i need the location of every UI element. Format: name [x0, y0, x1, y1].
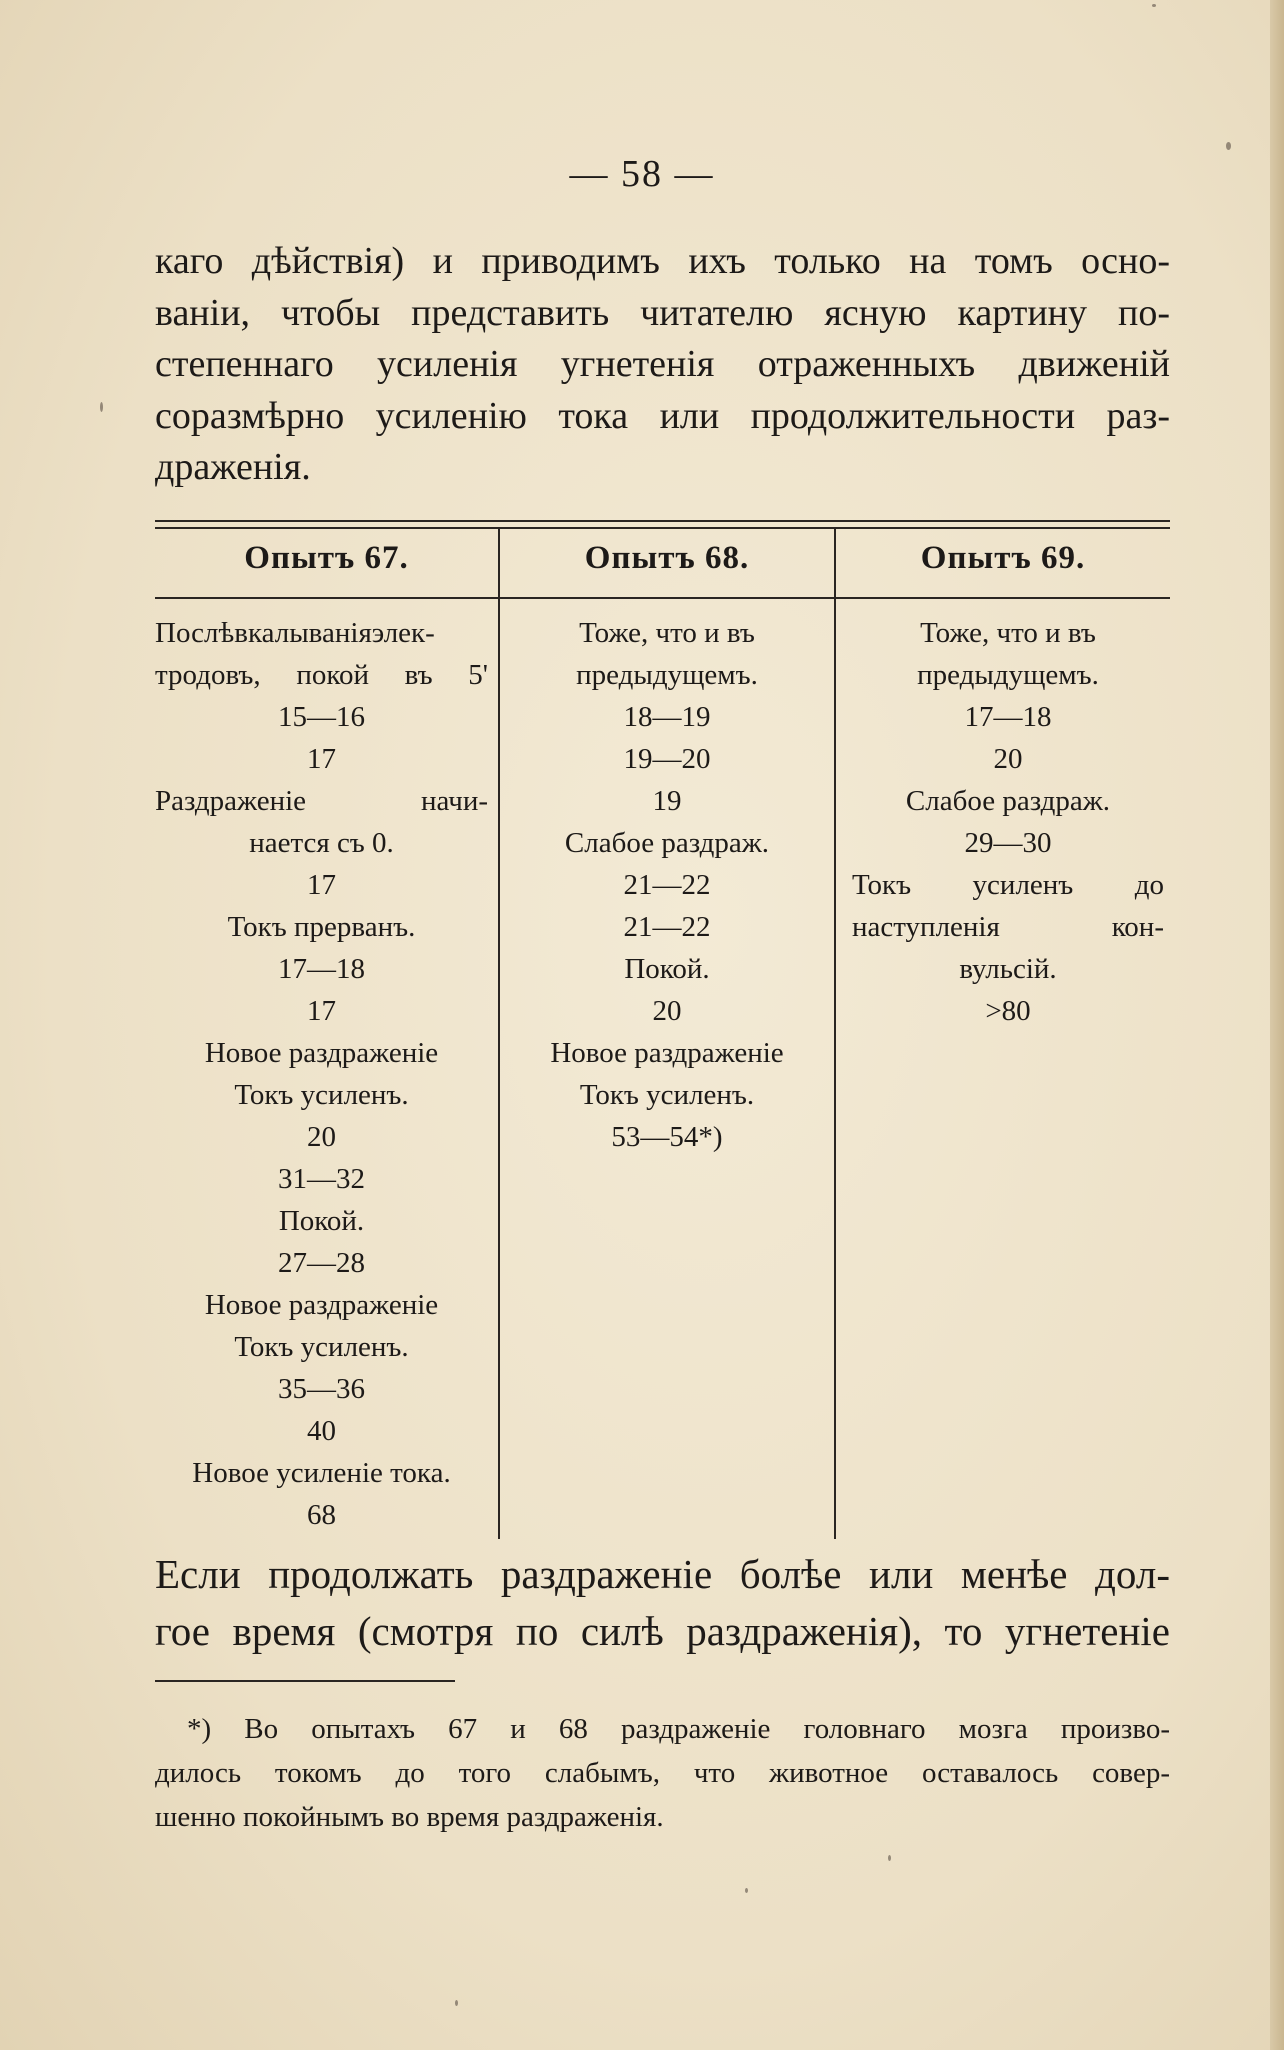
footnote-line: шенно покойнымъ во время раздраженія. [155, 1801, 664, 1833]
page-number: — 58 — [569, 153, 715, 195]
table-cell: Слабое раздраж. [564, 827, 770, 859]
table-cell: 20 [993, 743, 1023, 775]
column-divider [498, 527, 500, 1539]
table-cell: 18—19 [623, 701, 711, 733]
table-cell: 20 [652, 995, 682, 1027]
table-cell: 21—22 [623, 911, 711, 943]
table-cell: Токъ усиленъ. [234, 1331, 409, 1363]
table-cell: Слабое раздраж. [905, 785, 1111, 817]
table-cell: 17 [307, 869, 336, 901]
column-header: Опытъ 68. [584, 540, 750, 576]
table-top-rule [155, 520, 1170, 522]
table-cell: Новое раздраженіе [550, 1037, 784, 1069]
footnote-line: *) Во опытахъ 67 и 68 раздраженіе головнаго мозга произво- [187, 1713, 1170, 1745]
table-cell: Новое раздраженіе [204, 1037, 439, 1069]
table-cell: Покой. [624, 953, 710, 985]
paper-speck [455, 2000, 458, 2006]
footnote-line: дилось токомъ до того слабымъ, что животное оставалось совер- [155, 1757, 1170, 1789]
footnote [155, 1707, 1170, 1839]
table-cell: 17—18 [964, 701, 1052, 733]
table-cell: нается съ 0. [249, 827, 394, 859]
table-column-69 [852, 612, 1164, 1032]
table-cell: >80 [985, 995, 1031, 1027]
table-cell: Токъ усиленъ. [579, 1079, 755, 1111]
table-cell: Тоже, что и въ [579, 617, 755, 649]
intro-line: драженія. [155, 446, 311, 488]
table-cell: 17—18 [278, 953, 365, 985]
table-cell: 53—54*) [611, 1121, 723, 1153]
closing-line: Если продолжать раздраженіе болѣе или менѣе дол- [155, 1551, 1170, 1597]
footnote-rule [155, 1680, 455, 1682]
table-cell: 68 [307, 1499, 336, 1531]
table-cell: Тоже, что и въ [920, 617, 1096, 649]
table-cell: 17 [307, 995, 336, 1027]
table-cell: 35—36 [278, 1373, 365, 1405]
table-cell: тродовъ, покой въ 5' [155, 659, 488, 691]
table-cell: 31—32 [278, 1163, 365, 1195]
table-cell: Покой. [278, 1205, 365, 1237]
table-cell: 20 [307, 1121, 336, 1153]
column-divider [834, 527, 836, 1539]
page-edge [1270, 0, 1284, 2050]
table-cell: 40 [307, 1415, 336, 1447]
table-cell: Токъ усиленъ до [852, 869, 1164, 901]
paper-speck [745, 1888, 748, 1893]
table-cell: 27—28 [278, 1247, 365, 1279]
table-cell: 19—20 [623, 743, 711, 775]
column-header: Опытъ 67. [244, 540, 409, 576]
table-cell: Новое раздраженіе [204, 1289, 439, 1321]
table-cell: 21—22 [623, 869, 711, 901]
table-cell: 29—30 [964, 827, 1052, 859]
table-cell: 19 [652, 785, 682, 817]
table-column-68 [512, 612, 822, 1158]
paper-speck [888, 1855, 891, 1861]
table-cell: 15—16 [278, 701, 365, 733]
table-cell: вульсій. [959, 953, 1057, 985]
paper-speck [1226, 142, 1231, 150]
table-cell: Новое усиленіе тока. [192, 1457, 451, 1489]
table-cell: предыдущемъ. [917, 659, 1099, 691]
table-top-rule-inner [155, 527, 1170, 529]
table-cell: 17 [307, 743, 336, 775]
column-header: Опытъ 69. [920, 540, 1086, 576]
intro-line: степеннаго усиленія угнетенія отраженныхъ движеній [155, 343, 1170, 385]
table-cell: предыдущемъ. [576, 659, 758, 691]
table-cell: Послѣвкалываніяэлек- [155, 617, 435, 649]
table-cell: Токъ усиленъ. [234, 1079, 409, 1111]
paper-speck [1152, 4, 1156, 7]
paper-speck [100, 402, 103, 412]
closing-paragraph [155, 1546, 1170, 1660]
intro-line: соразмѣрно усиленію тока или продолжительности раз- [155, 394, 1170, 437]
table-header-rule [155, 597, 1170, 599]
closing-line: гое время (смотря по силѣ раздраженія), то угнетеніе [155, 1608, 1170, 1654]
intro-line: каго дѣйствія) и приводимъ ихъ только на томъ осно- [155, 240, 1170, 282]
table-column-67 [155, 612, 488, 1536]
table-cell: наступленія кон- [852, 911, 1164, 943]
intro-line: ваніи, чтобы представить читателю ясную картину по- [155, 291, 1170, 334]
intro-paragraph [155, 236, 1170, 494]
table-cell: Раздраженіе начи- [155, 785, 488, 817]
table-cell: Токъ прерванъ. [227, 911, 416, 943]
